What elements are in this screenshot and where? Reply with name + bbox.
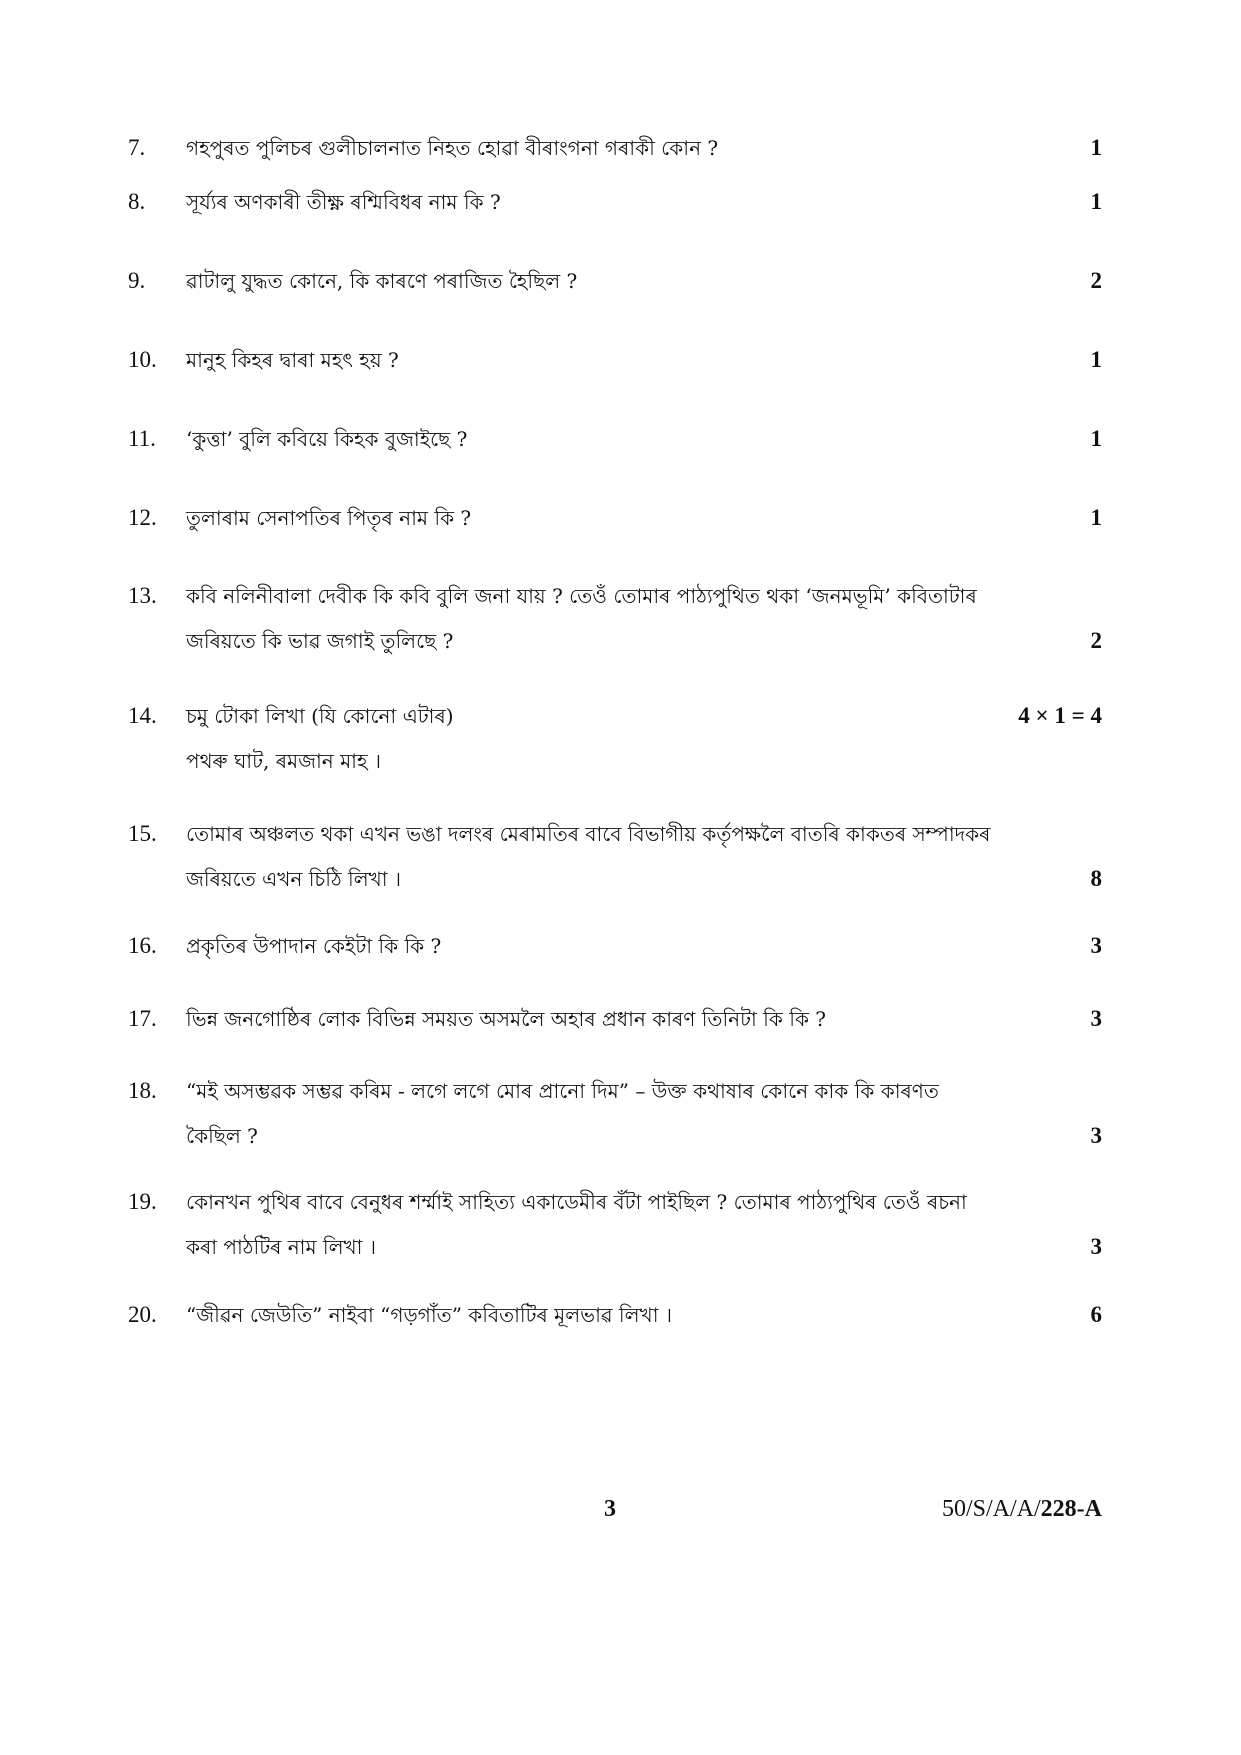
question-marks: 1 (1090, 347, 1102, 372)
question-text: জৰিয়তে কি ভাৱ জগাই তুলিছে ? (186, 629, 454, 653)
question-number: 19. (128, 1189, 157, 1214)
question-marks: 1 (1090, 189, 1102, 214)
question-text: কৰা পাঠটিৰ নাম লিখা । (186, 1235, 376, 1259)
question-number: 12. (128, 505, 157, 530)
question-marks: 8 (1090, 866, 1102, 891)
question-marks: 3 (1090, 1234, 1102, 1259)
question-text: সূৰ্য্যৰ অণকাৰী তীক্ষ্ণ ৰশ্মিবিধৰ নাম কি ? (186, 190, 501, 214)
question-marks: 4 × 1 = 4 (1018, 703, 1102, 728)
question-marks: 3 (1090, 933, 1102, 958)
question-marks: 3 (1090, 1006, 1102, 1031)
question-text: ‘কুত্তা’ বুলি কবিয়ে কিহক বুজাইছে ? (186, 427, 468, 451)
question-text: “মই অসম্ভৱক সম্ভৱ কৰিম - লগে লগে মোৰ প্ৰানো দিম” – উক্ত কথাষাৰ কোনে কাক কি কাৰণত (186, 1079, 939, 1103)
question-text: “জীৱন জেউতি” নাইবা “গড়গাঁত” কবিতাটিৰ মূলভাৱ লিখা । (186, 1303, 672, 1327)
question-text: কৈছিল ? (186, 1124, 258, 1148)
question-text: ৱাটালু যুদ্ধত কোনে, কি কাৰণে পৰাজিত হৈছিল ? (186, 269, 578, 293)
question-marks: 1 (1090, 426, 1102, 451)
question-number: 16. (128, 933, 157, 958)
paper-code (942, 1496, 1102, 1523)
question-marks: 1 (1090, 135, 1102, 160)
question-text: কোনখন পুথিৰ বাবে বেনুধৰ শৰ্ম্মাই সাহিত্য একাডেমীৰ বঁটা পাইছিল ? তোমাৰ পাঠ্যপুথিৰ তেওঁ ৰচনা (186, 1190, 967, 1214)
page-number: 3 (604, 1496, 616, 1522)
question-number: 7. (128, 135, 146, 160)
question-number: 20. (128, 1302, 157, 1327)
question-number: 14. (128, 703, 157, 728)
question-number: 15. (128, 821, 157, 846)
paper-code-suffix: 228-A (1040, 1496, 1102, 1522)
question-number: 11. (128, 426, 156, 451)
question-text: মানুহ কিহৰ দ্বাৰা মহৎ হয় ? (186, 348, 399, 372)
question-text: জৰিয়তে এখন চিঠি লিখা । (186, 867, 402, 891)
question-number: 13. (128, 583, 157, 608)
question-marks: 6 (1090, 1302, 1102, 1327)
question-marks: 2 (1090, 628, 1102, 653)
question-text: তোমাৰ অঞ্চলত থকা এখন ভঙা দলংৰ মেৰামতিৰ বাবে বিভাগীয় কৰ্তৃপক্ষলৈ বাতৰি কাকতৰ সম্পাদকৰ (186, 822, 991, 846)
question-marks: 2 (1090, 268, 1102, 293)
question-number: 9. (128, 268, 146, 293)
paper-code-prefix: 50/S/A/A/ (941, 1496, 1041, 1522)
question-number: 8. (128, 189, 146, 214)
question-text: প্ৰকৃতিৰ উপাদান কেইটা কি কি ? (186, 934, 442, 958)
question-text: তুলাৰাম সেনাপতিৰ পিতৃৰ নাম কি ? (186, 506, 472, 530)
question-text: কবি নলিনীবালা দেবীক কি কবি বুলি জনা যায় ? তেওঁ তোমাৰ পাঠ্যপুথিত থকা ‘জনমভূমি’ কবিতাটাৰ (186, 584, 977, 608)
question-number: 18. (128, 1078, 157, 1103)
question-number: 10. (128, 347, 157, 372)
question-marks: 1 (1090, 505, 1102, 530)
question-text: চমু টোকা লিখা (যি কোনো এটাৰ) (186, 704, 454, 728)
question-text: পথৰু ঘাট, ৰমজান মাহ । (186, 749, 381, 773)
question-text: ভিন্ন জনগোষ্ঠিৰ লোক বিভিন্ন সময়ত অসমলৈ অহাৰ প্ৰধান কাৰণ তিনিটা কি কি ? (186, 1007, 827, 1031)
question-number: 17. (128, 1006, 157, 1031)
question-marks: 3 (1090, 1123, 1102, 1148)
question-text: গহপুৰত পুলিচৰ গুলীচালনাত নিহত হোৱা বীৰাংগনা গৰাকী কোন ? (186, 136, 719, 160)
